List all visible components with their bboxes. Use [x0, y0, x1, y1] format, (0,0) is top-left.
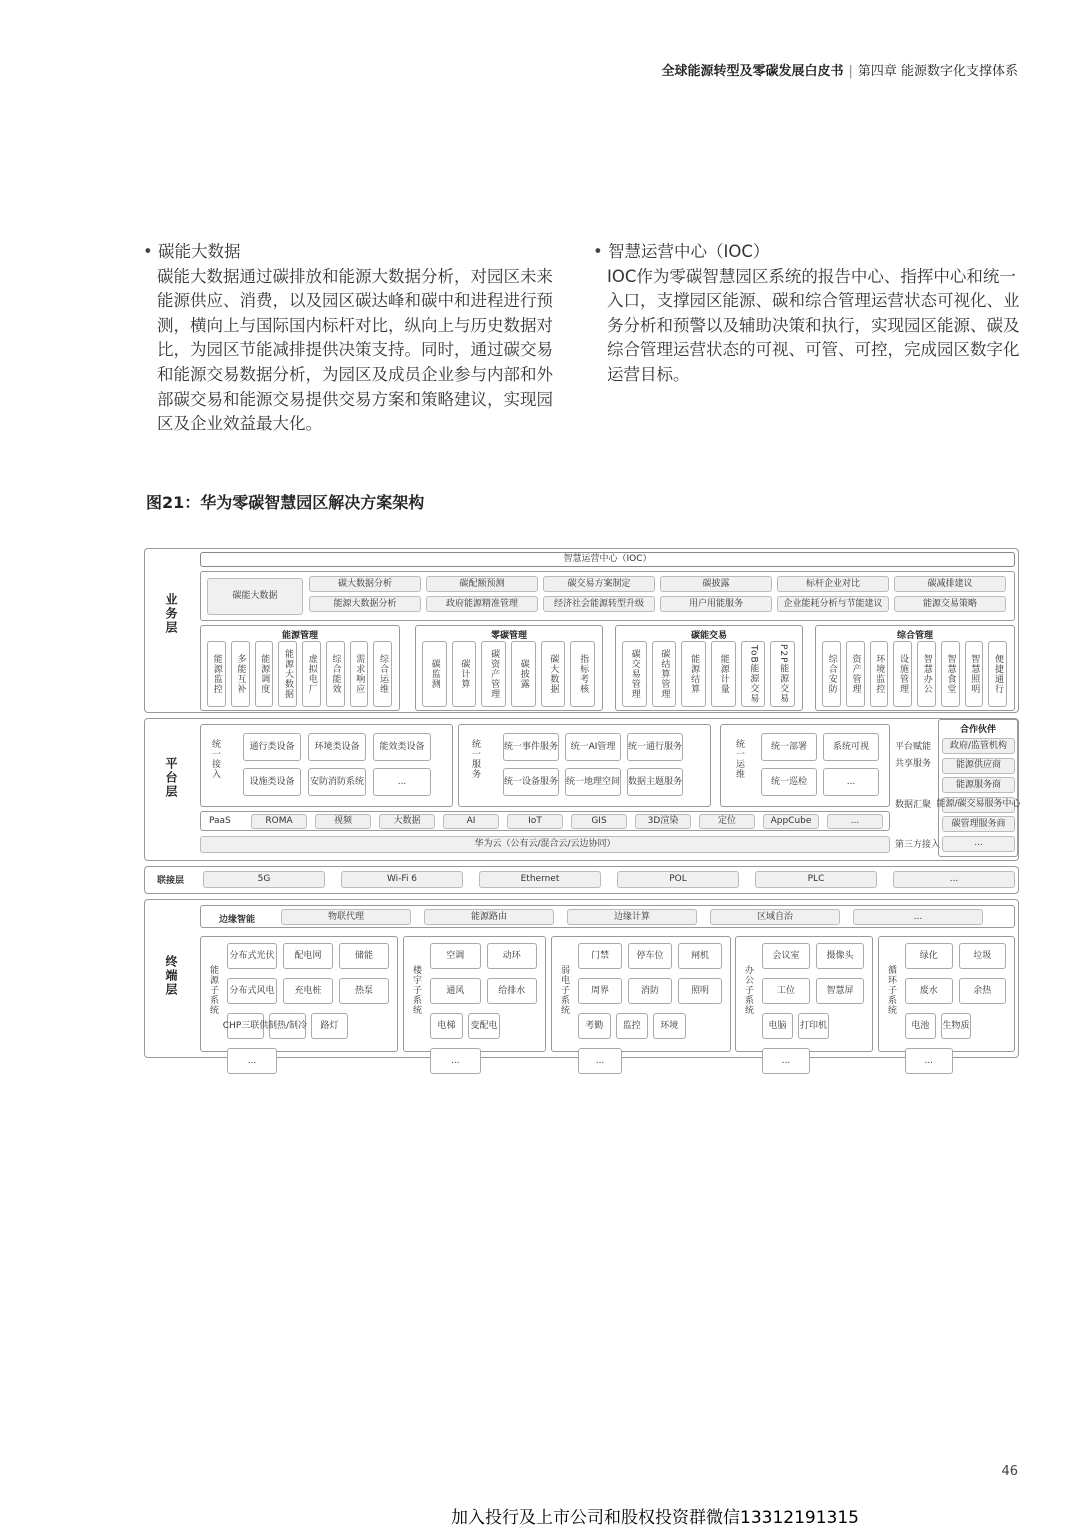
- business-group: [615, 625, 803, 711]
- ioc-bar: 智慧运营中心（IOC）: [200, 552, 1015, 567]
- arrow-label: 第三方接入: [895, 840, 941, 850]
- page-header: [661, 60, 1018, 79]
- subsystem-item: 摄像头: [816, 943, 864, 969]
- group-title: 综合管理: [896, 631, 933, 641]
- subsystem-item: 考勤: [578, 1013, 611, 1039]
- partner-item: 政府/监管机构: [942, 738, 1015, 754]
- business-item: 综合能效: [326, 641, 345, 707]
- service-item: 统一设备服务: [503, 768, 559, 796]
- bigdata-area: [200, 571, 1015, 621]
- business-group: [815, 625, 1015, 711]
- subsystem-group: [878, 936, 1015, 1066]
- subsystem-item: ...: [430, 1048, 481, 1074]
- subsystem-item: 通风: [430, 978, 481, 1004]
- subsystem-item: 监控: [616, 1013, 649, 1039]
- partner-item: ...: [942, 836, 1015, 852]
- cloud-bar: 华为云（公有云/混合云/云边协同）: [200, 836, 890, 853]
- service-item: 统一通行服务: [627, 733, 683, 761]
- section-body: 碳能大数据通过碳排放和能源大数据分析，对园区未来能源供应、消费，以及园区碳达峰和碳中和进程进行预测，横向上与国际国内标杆对比，纵向上与历史数据对比，为园区节能减排提供决策支持。同时，通过碳交易和能源交易数据分析，为园区及成员企业参与内部和外部碳交易和能源交易提供交易方案和策略建议，实现园区及企业效益最大化。: [157, 266, 553, 434]
- connect-item: Ethernet: [479, 871, 601, 888]
- partner-item: 能源/碳交易服务中心: [942, 797, 1015, 813]
- layer-label: 终端层: [164, 955, 178, 997]
- subsystem-item: 停车位: [628, 943, 672, 969]
- business-item: 指标考核: [570, 641, 595, 707]
- group-label: 统一服务: [470, 739, 480, 779]
- section-ioc: [607, 240, 1027, 388]
- business-item: ToB能源交易: [741, 641, 766, 707]
- edge-label: 边缘智能: [219, 915, 256, 925]
- subsystem-item: 分布式光伏: [227, 943, 277, 969]
- edge-bar: [200, 905, 1015, 928]
- subsystem-item: 照明: [678, 978, 722, 1004]
- group-label: 统一接入: [210, 739, 220, 779]
- subsystem-item: 垃圾: [959, 943, 1007, 969]
- business-item: 设施管理: [893, 641, 912, 707]
- access-item: 设施类设备: [243, 768, 301, 796]
- section-title: • 智慧运营中心（IOC）: [607, 240, 1027, 265]
- bigdata-item: 碳披露: [660, 576, 772, 592]
- connect-item: PLC: [755, 871, 877, 888]
- book-title: 全球能源转型及零碳发展白皮书: [661, 64, 844, 79]
- ops-group: [720, 724, 890, 807]
- business-item: 碳监测: [422, 641, 447, 707]
- business-item: 环境监控: [870, 641, 889, 707]
- footer-text: 加入投行及上市公司和股权投资群微信13312191315: [451, 1508, 859, 1528]
- subsystem-item: CHP三联供: [227, 1013, 264, 1039]
- subsystem-label: 办公子系统: [743, 965, 753, 1015]
- group-title: 碳能交易: [690, 631, 727, 641]
- service-item: 统一事件服务: [503, 733, 559, 761]
- subsystem-group: [735, 936, 873, 1066]
- figure-title: 图21：华为零碳智慧园区解决方案架构: [146, 493, 425, 512]
- business-item: 能源计量: [711, 641, 736, 707]
- subsystem-item: 环境: [653, 1013, 686, 1039]
- business-item: 能源大数据: [278, 641, 297, 707]
- edge-item: 物联代理: [281, 909, 411, 925]
- paas-item: 定位: [699, 814, 755, 829]
- ops-item: 统一巡检: [761, 768, 817, 796]
- service-item: 统一AI管理: [565, 733, 621, 761]
- section-title: • 碳能大数据: [157, 240, 557, 265]
- subsystem-item: 工位: [762, 978, 810, 1004]
- chapter-title: 第四章 能源数字化支撑体系: [857, 64, 1018, 79]
- paas-item: AI: [443, 814, 499, 829]
- platform-layer: [144, 718, 1019, 861]
- bigdata-item: 能源大数据分析: [309, 596, 421, 612]
- business-item: 智慧办公: [917, 641, 936, 707]
- subsystem-item: 废水: [905, 978, 953, 1004]
- paas-item: ROMA: [251, 814, 307, 829]
- business-item: 碳大数据: [541, 641, 566, 707]
- partner-item: 能源服务商: [942, 777, 1015, 793]
- ops-item: 系统可视: [823, 733, 879, 761]
- connect-item: POL: [617, 871, 739, 888]
- subsystem-group: [551, 936, 731, 1066]
- paas-item: IoT: [507, 814, 563, 829]
- subsystem-item: 分布式风电: [227, 978, 277, 1004]
- subsystem-item: 门禁: [578, 943, 622, 969]
- header-separator: |: [848, 64, 853, 79]
- ops-item: 统一部署: [761, 733, 817, 761]
- bigdata-item: 碳配额预测: [426, 576, 538, 592]
- subsystem-item: 智慧屏: [816, 978, 864, 1004]
- partner-title: 合作伙伴: [959, 725, 996, 735]
- subsystem-item: ...: [578, 1048, 622, 1074]
- subsystem-item: ...: [227, 1048, 277, 1074]
- business-item: 智慧照明: [965, 641, 984, 707]
- edge-item: ...: [853, 909, 983, 925]
- business-item: 碳资产管理: [481, 641, 506, 707]
- connect-layer: [144, 866, 1019, 894]
- page-number: 46: [1001, 1464, 1018, 1479]
- service-group: [458, 724, 711, 807]
- subsystem-label: 能源子系统: [208, 965, 218, 1015]
- group-label: 统一运维: [734, 739, 744, 779]
- subsystem-item: 动环: [487, 943, 538, 969]
- subsystem-item: ...: [762, 1048, 810, 1074]
- section-body: IOC作为零碳智慧园区系统的报告中心、指挥中心和统一入口，支撑园区能源、碳和综合管理运营状态可视化、业务分析和预警以及辅助决策和执行，实现园区能源、碳及综合管理运营状态的可视、可管、可控，完成园区数字化运营目标。: [607, 266, 1020, 384]
- business-item: P2P能源交易: [770, 641, 795, 707]
- subsystem-item: 绿化: [905, 943, 953, 969]
- subsystem-item: 周界: [578, 978, 622, 1004]
- business-item: 能源结算: [681, 641, 706, 707]
- business-group: [200, 625, 400, 711]
- business-item: 碳计算: [452, 641, 477, 707]
- arrow-label: 数据汇聚: [895, 800, 932, 810]
- partner-item: 碳管理服务商: [942, 816, 1015, 832]
- bigdata-item: 碳减排建议: [894, 576, 1006, 592]
- connect-item: 5G: [203, 871, 325, 888]
- edge-item: 区域自治: [710, 909, 840, 925]
- bigdata-item: 政府能源精准管理: [426, 596, 538, 612]
- layer-label: 平台层: [164, 757, 178, 799]
- layer-label: 联接层: [157, 876, 185, 886]
- subsystem-item: 会议室: [762, 943, 810, 969]
- subsystem-item: 制热/制冷: [269, 1013, 306, 1039]
- business-item: 智慧食堂: [941, 641, 960, 707]
- business-item: 碳披露: [511, 641, 536, 707]
- bigdata-item: 企业能耗分析与节能建议: [777, 596, 889, 612]
- access-item: 安防消防系统: [308, 768, 366, 796]
- group-title: 零碳管理: [490, 631, 527, 641]
- paas-bar: [200, 811, 890, 831]
- paas-item: ...: [827, 814, 883, 829]
- terminal-layer: [144, 899, 1019, 1066]
- subsystem-item: 路灯: [311, 1013, 348, 1039]
- bigdata-item: 碳大数据分析: [309, 576, 421, 592]
- edge-item: 边缘计算: [567, 909, 697, 925]
- subsystem-item: 储能: [339, 943, 389, 969]
- subsystem-item: 闸机: [678, 943, 722, 969]
- subsystem-item: 变配电: [468, 1013, 501, 1039]
- subsystem-item: 生物质: [941, 1013, 972, 1039]
- subsystem-label: 循环子系统: [886, 965, 896, 1015]
- bigdata-item: 碳交易方案制定: [543, 576, 655, 592]
- subsystem-item: 配电网: [283, 943, 333, 969]
- business-item: 便捷通行: [988, 641, 1007, 707]
- bigdata-item: 能源交易策略: [894, 596, 1006, 612]
- business-item: 综合安防: [822, 641, 841, 707]
- paas-item: AppCube: [763, 814, 819, 829]
- access-item: 通行类设备: [243, 733, 301, 761]
- business-item: 综合运维: [373, 641, 392, 707]
- business-item: 虚拟电厂: [302, 641, 321, 707]
- paas-item: 大数据: [379, 814, 435, 829]
- subsystem-group: [403, 936, 546, 1066]
- business-group: [415, 625, 603, 711]
- subsystem-item: 电梯: [430, 1013, 463, 1039]
- paas-item: 3D渲染: [635, 814, 691, 829]
- architecture-diagram: [144, 548, 1021, 1066]
- subsystem-item: 消防: [628, 978, 672, 1004]
- connect-item: Wi-Fi 6: [341, 871, 463, 888]
- access-item: 能效类设备: [373, 733, 431, 761]
- subsystem-item: 打印机: [798, 1013, 829, 1039]
- business-item: 多能互补: [231, 641, 250, 707]
- bigdata-label: 碳能大数据: [207, 578, 303, 615]
- business-layer: [144, 548, 1019, 713]
- business-item: 需求响应: [350, 641, 369, 707]
- arrow-label: 平台赋能: [895, 742, 932, 752]
- business-item: 碳结算管理: [652, 641, 677, 707]
- paas-label: PaaS: [209, 816, 231, 826]
- group-title: 能源管理: [281, 631, 318, 641]
- subsystem-label: 弱电子系统: [559, 965, 569, 1015]
- service-item: 统一地理空间: [565, 768, 621, 796]
- bigdata-item: 用户用能服务: [660, 596, 772, 612]
- subsystem-item: 余热: [959, 978, 1007, 1004]
- subsystem-item: 给排水: [487, 978, 538, 1004]
- subsystem-group: [200, 936, 398, 1066]
- access-item: 环境类设备: [308, 733, 366, 761]
- section-carbon-bigdata: [157, 240, 557, 437]
- paas-item: GIS: [571, 814, 627, 829]
- subsystem-item: 电池: [905, 1013, 936, 1039]
- business-item: 资产管理: [846, 641, 865, 707]
- paas-item: 视频: [315, 814, 371, 829]
- subsystem-item: 空调: [430, 943, 481, 969]
- layer-label: 业务层: [164, 593, 178, 635]
- subsystem-item: 充电桩: [283, 978, 333, 1004]
- access-group: [200, 724, 453, 807]
- arrow-label: 共享服务: [895, 759, 932, 769]
- business-item: 能源监控: [207, 641, 226, 707]
- bigdata-item: 标杆企业对比: [777, 576, 889, 592]
- business-item: 能源调度: [255, 641, 274, 707]
- partner-item: 能源供应商: [942, 758, 1015, 774]
- subsystem-item: ...: [905, 1048, 953, 1074]
- subsystem-label: 楼宇子系统: [411, 965, 421, 1015]
- access-item: ...: [373, 768, 431, 796]
- edge-item: 能源路由: [424, 909, 554, 925]
- subsystem-item: 电脑: [762, 1013, 793, 1039]
- business-item: 碳交易管理: [622, 641, 647, 707]
- subsystem-item: 热泵: [339, 978, 389, 1004]
- partner-group: [936, 719, 1021, 857]
- bigdata-item: 经济社会能源转型升级: [543, 596, 655, 612]
- ops-item: ...: [823, 768, 879, 796]
- connect-item: ...: [893, 871, 1015, 888]
- service-item: 数据主题服务: [627, 768, 683, 796]
